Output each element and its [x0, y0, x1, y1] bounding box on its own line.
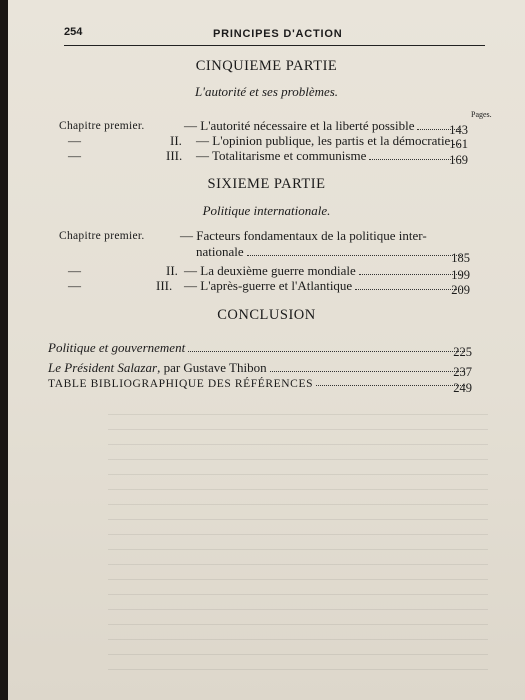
conclusion-title: CONCLUSION [217, 307, 316, 323]
part-six-subtitle: Politique internationale. [202, 203, 331, 218]
entry-text: — L'après-guerre et l'Atlantique [184, 278, 353, 293]
chapter-roman: III. [156, 278, 173, 293]
leader-dots [270, 370, 465, 372]
toc-entry [184, 118, 464, 134]
running-head [8, 26, 525, 46]
toc-entry [48, 378, 468, 390]
page-ref: 209 [451, 283, 470, 297]
toc-entry [48, 360, 468, 376]
toc-entry [184, 278, 466, 294]
running-title: PRINCIPES D'ACTION [213, 28, 343, 40]
entry-text: — L'autorité nécessaire et la liberté possible [184, 118, 415, 133]
chapter-lead [59, 118, 145, 133]
part-five-subtitle: L'autorité et ses problèmes. [194, 84, 339, 99]
toc-entry [196, 133, 464, 149]
toc-entry [184, 263, 466, 279]
entry-text: — Totalitarisme et communisme [196, 148, 367, 163]
header-rule [64, 45, 485, 46]
book-page [8, 0, 525, 700]
page-ref: 199 [451, 268, 470, 282]
page-number: 254 [64, 26, 83, 38]
entry-rest-part: , par Gustave Thibon [157, 360, 267, 375]
page-ref: 237 [453, 365, 472, 379]
entry-italic-part: Le Président Salazar [48, 360, 158, 375]
part-six-title: SIXIEME PARTIE [207, 176, 326, 192]
entry-text: — La deuxième guerre mondiale [184, 263, 356, 278]
entry-text: — Facteurs fondamentaux de la politique inter- [180, 228, 427, 243]
page-ref: 185 [451, 251, 470, 265]
dash-marker: — [68, 278, 81, 293]
entry-text: TABLE BIBLIOGRAPHIQUE DES RÉFÉRENCES [48, 378, 314, 390]
page-ref: 161 [449, 137, 468, 151]
leader-dots [188, 350, 465, 352]
part-five-title: CINQUIEME PARTIE [195, 58, 338, 74]
entry-text-continuation: nationale [196, 244, 244, 259]
dash-marker: — [68, 263, 81, 278]
dash-marker: — [68, 133, 81, 148]
dash-marker: — [68, 148, 81, 163]
page-ref: 143 [449, 123, 468, 137]
toc-entry [196, 148, 464, 164]
page-ref: 225 [453, 345, 472, 359]
chapter-roman: II. [166, 263, 178, 278]
toc-entry [196, 244, 466, 260]
leader-dots [247, 254, 463, 256]
chapter-roman: III. [166, 148, 183, 163]
pages-label: Pages. [471, 110, 492, 119]
entry-text [48, 360, 267, 376]
page-ref: 249 [453, 381, 472, 395]
chapter-lead [59, 228, 145, 243]
toc-entry [48, 340, 468, 356]
show-through-text [108, 400, 488, 680]
page-ref: 169 [449, 153, 468, 167]
entry-text: — L'opinion publique, les partis et la démocratie [196, 133, 451, 148]
chapter-premier-label: Chapitre premier. [59, 230, 145, 242]
entry-text: Politique et gouvernement [48, 340, 186, 355]
chapter-roman: II. [170, 133, 182, 148]
chapter-premier-label: Chapitre premier. [59, 120, 145, 132]
